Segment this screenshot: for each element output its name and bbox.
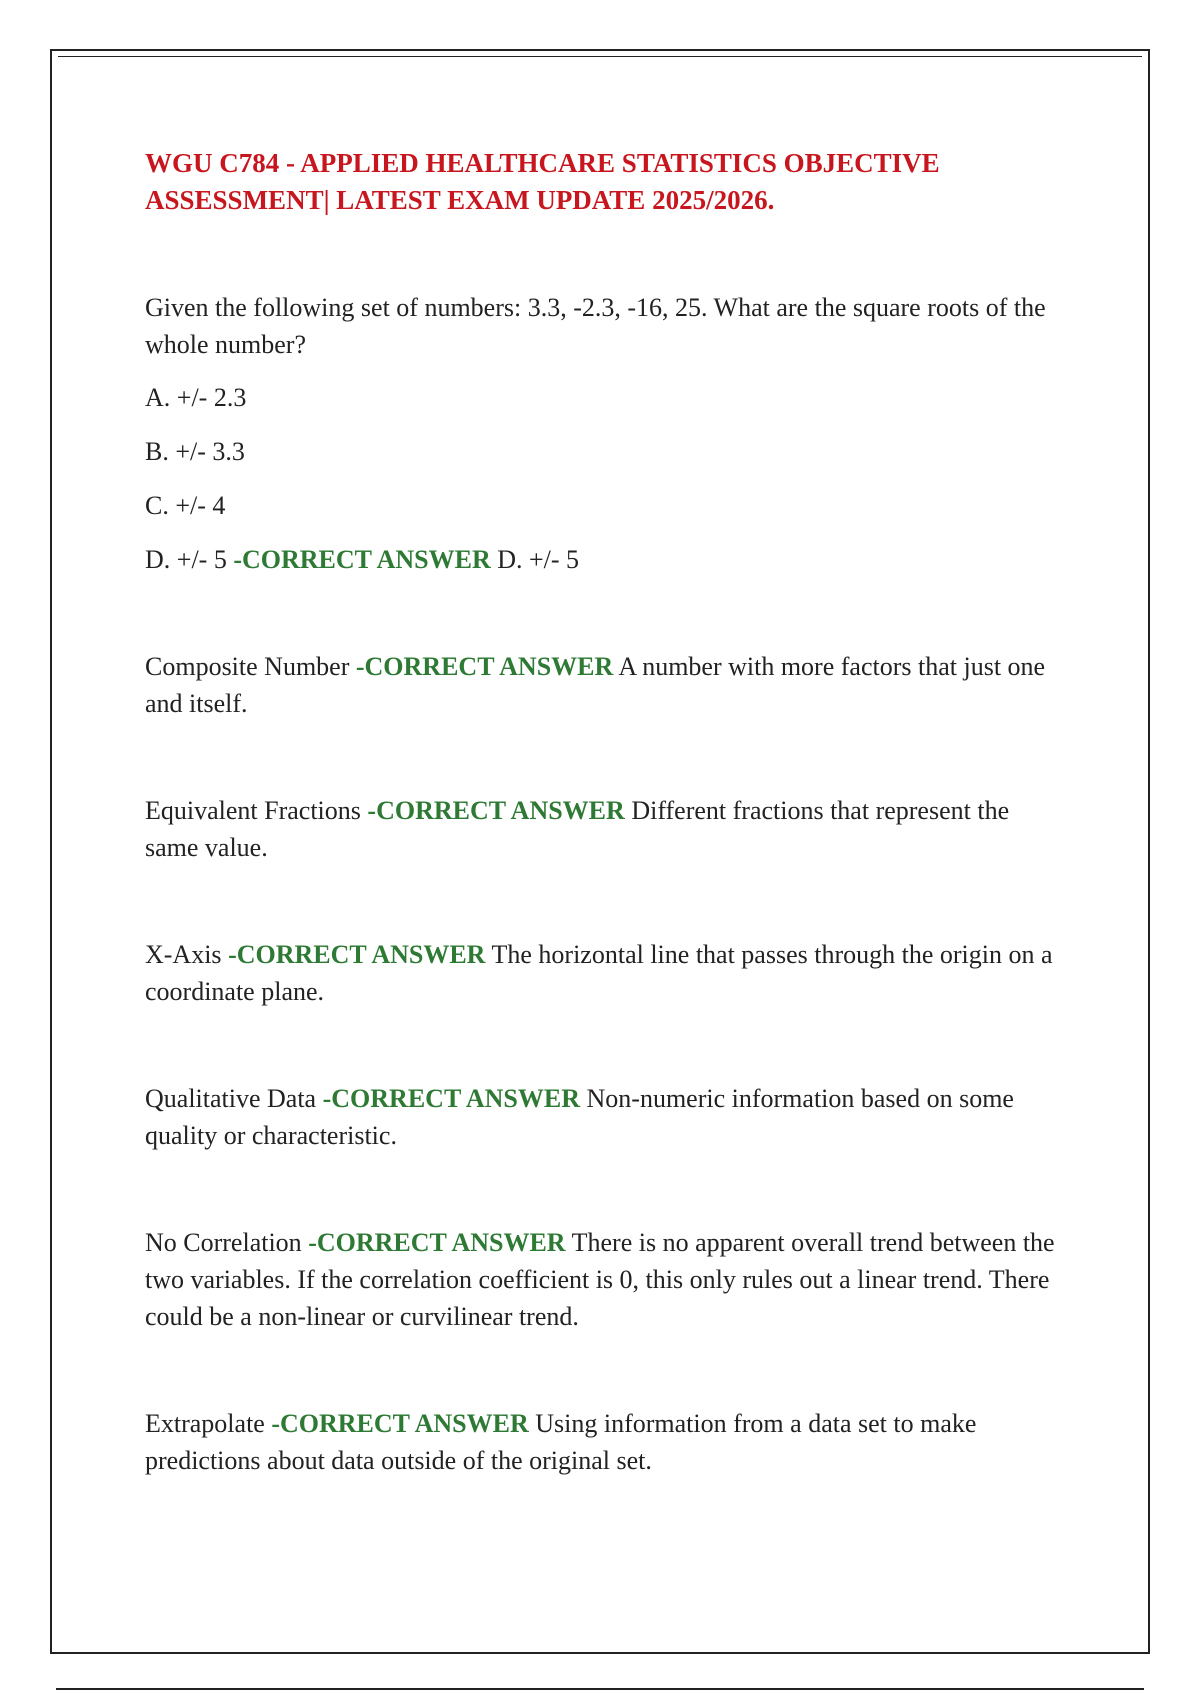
term-entry <box>145 1080 1065 1154</box>
term-definition: A number with more factors that just one and itself. <box>145 652 1046 718</box>
term-definition: The horizontal line that passes through the origin on a coordinate plane. <box>145 940 1053 1006</box>
term-entry <box>145 1405 1065 1479</box>
option-d <box>145 541 1065 578</box>
correct-answer-marker: -CORRECT ANSWER <box>228 940 486 969</box>
term-entry <box>145 792 1065 866</box>
correct-answer-marker: -CORRECT ANSWER <box>355 652 614 681</box>
correct-answer-marker: -CORRECT ANSWER <box>308 1228 566 1257</box>
correct-answer-marker: -CORRECT ANSWER <box>367 796 625 825</box>
frame-top-rule <box>58 56 1142 57</box>
option-b: B. +/- 3.3 <box>145 437 245 466</box>
option-a: A. +/- 2.3 <box>145 383 247 412</box>
question-text: Given the following set of numbers: 3.3, -2.3, -16, 25. What are the square roots of the whole number? <box>145 293 1046 359</box>
correct-answer-marker: -CORRECT ANSWER <box>271 1409 529 1438</box>
term-name: Composite Number <box>145 652 356 681</box>
document-title: WGU C784 - APPLIED HEALTHCARE STATISTICS OBJECTIVE ASSESSMENT| LATEST EXAM UPDATE 2025/2026. <box>145 148 940 215</box>
term-entry <box>145 648 1065 722</box>
term-name: Extrapolate <box>145 1409 272 1438</box>
term-definition: Using information from a data set to make predictions about data outside of the original set. <box>145 1409 977 1475</box>
term-entry <box>145 1224 1065 1335</box>
term-definition: Non-numeric information based on some quality or characteristic. <box>145 1084 1014 1150</box>
correct-answer-marker: -CORRECT ANSWER <box>322 1084 581 1113</box>
document-body <box>145 145 1065 1479</box>
term-name: No Correlation <box>145 1228 309 1257</box>
term-definition: There is no apparent overall trend between the two variables. If the correlation coefficient is 0, this only rules out a linear trend. There could be a non-linear or curvilinear trend. <box>145 1228 1055 1331</box>
option-d-answer: D. +/- 5 <box>490 545 580 574</box>
correct-answer-marker: -CORRECT ANSWER <box>233 545 491 574</box>
term-name: Qualitative Data <box>145 1084 323 1113</box>
term-definition: Different fractions that represent the same value. <box>145 796 1010 862</box>
page-bottom-rule <box>56 1688 1144 1690</box>
term-entry <box>145 936 1065 1010</box>
option-c: C. +/- 4 <box>145 491 226 520</box>
term-name: Equivalent Fractions <box>145 796 368 825</box>
option-d-prefix: D. +/- 5 <box>145 545 234 574</box>
term-name: X-Axis <box>145 940 229 969</box>
